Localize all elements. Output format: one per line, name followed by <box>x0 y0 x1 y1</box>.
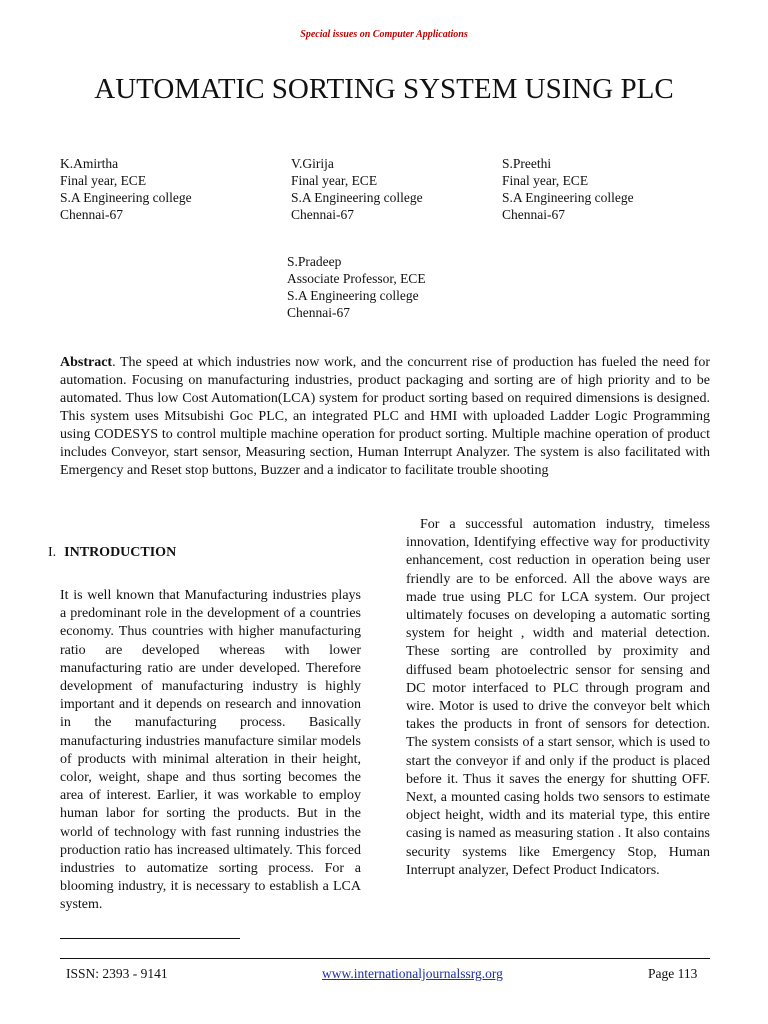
intro-paragraph-left: It is well known that Manufacturing industries plays a predominant role in the development of a countries economy. Thus countries with higher manufacturing ratio are developed whereas with lower manufacturing ratio are under developed. Therefore development of manufacturing industry is highly important and it depends on research and innovation in the manufacturing process. Basically manufacturing industries manufacture similar models of products with minimal alteration in their height, color, weight, shape and thus sorting becomes the area of interest. Earlier, it was workable to employ human labor for sorting the products. But in the world of technology with fast running industries the production ratio has increased ultimately. This forced industries to automatize sorting process. For a blooming industry, it is necessary to establish a LCA system. <box>60 588 361 913</box>
author-role: Final year, ECE <box>291 173 378 188</box>
footer-issn: ISSN: 2393 - 9141 <box>66 966 168 981</box>
author-role: Associate Professor, ECE <box>287 271 426 286</box>
abstract-paragraph <box>60 354 710 480</box>
journal-special-issue-header: Special issues on Computer Applications <box>300 29 468 40</box>
abstract-text: . The speed at which industries now work, and the concurrent rise of production has fueled the need for automation. Focusing on manufacturing industries, product packaging and sorting are of high priority and to be automated. Thus low Cost Automation(LCA) system for product sorting based on required dimensions is designed. This system uses Mitsubishi Goc PLC, an integrated PLC and HMI with uploaded Ladder Logic Programming using CODESYS to control multiple machine operation for product sorting. Multiple machine operation of product includes Conveyor, start sensor, Measuring section, Human Interrupt Analyzer. The system is also facilitated with Emergency and Reset stop buttons, Buzzer and a indicator to facilitate trouble shooting <box>60 355 710 478</box>
author-college: S.A Engineering college <box>287 288 419 303</box>
author-name: K.Amirtha <box>60 156 119 171</box>
author-college: S.A Engineering college <box>502 190 634 205</box>
footnote-divider <box>60 938 240 939</box>
author-name: V.Girija <box>291 156 334 171</box>
author-college: S.A Engineering college <box>291 190 423 205</box>
author-city: Chennai-67 <box>60 207 123 222</box>
section-title: INTRODUCTION <box>64 545 177 560</box>
section-number: I. <box>48 545 57 560</box>
paper-title: AUTOMATIC SORTING SYSTEM USING PLC <box>94 73 674 105</box>
author-role: Final year, ECE <box>60 173 147 188</box>
left-column <box>60 587 361 915</box>
author-name: S.Pradeep <box>287 254 342 269</box>
section-heading <box>48 545 176 561</box>
author-block <box>291 155 423 223</box>
footer-journal-link[interactable]: www.internationaljournalssrg.org <box>322 966 503 981</box>
author-block <box>287 253 426 321</box>
footer-divider <box>60 958 710 959</box>
author-college: S.A Engineering college <box>60 190 192 205</box>
author-city: Chennai-67 <box>287 305 350 320</box>
author-role: Final year, ECE <box>502 173 589 188</box>
author-block <box>502 155 634 223</box>
author-block <box>60 155 192 223</box>
abstract-label: Abstract <box>60 355 113 370</box>
author-city: Chennai-67 <box>291 207 354 222</box>
right-column <box>406 516 710 880</box>
intro-paragraph-right: For a successful automation industry, timeless innovation, Identifying effective way for productivity enhancement, cost reduction in operation being user friendly are to be enforced. All the above ways are made true using PLC for LCA system. Our project ultimately focuses on developing a automatic sorting system for height , width and material detection. These sorting are controlled by proximity and diffused beam photoelectric sensor for sensing and DC motor interfaced to PLC through program and wire. Motor is used to drive the conveyor belt which takes the products in front of sensors for detection. The system consists of a start sensor, which is used to start the conveyor if and only if the product is placed before it. Thus it saves the energy for shutting OFF. Next, a mounted casing holds two sensors to estimate object height, width and its material type, this entire casing is named as measuring station . It also contains security systems like Emergency Stop, Human Interrupt analyzer, Defect Product Indicators. <box>406 517 710 878</box>
footer-page-number: Page 113 <box>648 966 698 981</box>
author-name: S.Preethi <box>502 156 552 171</box>
author-city: Chennai-67 <box>502 207 565 222</box>
